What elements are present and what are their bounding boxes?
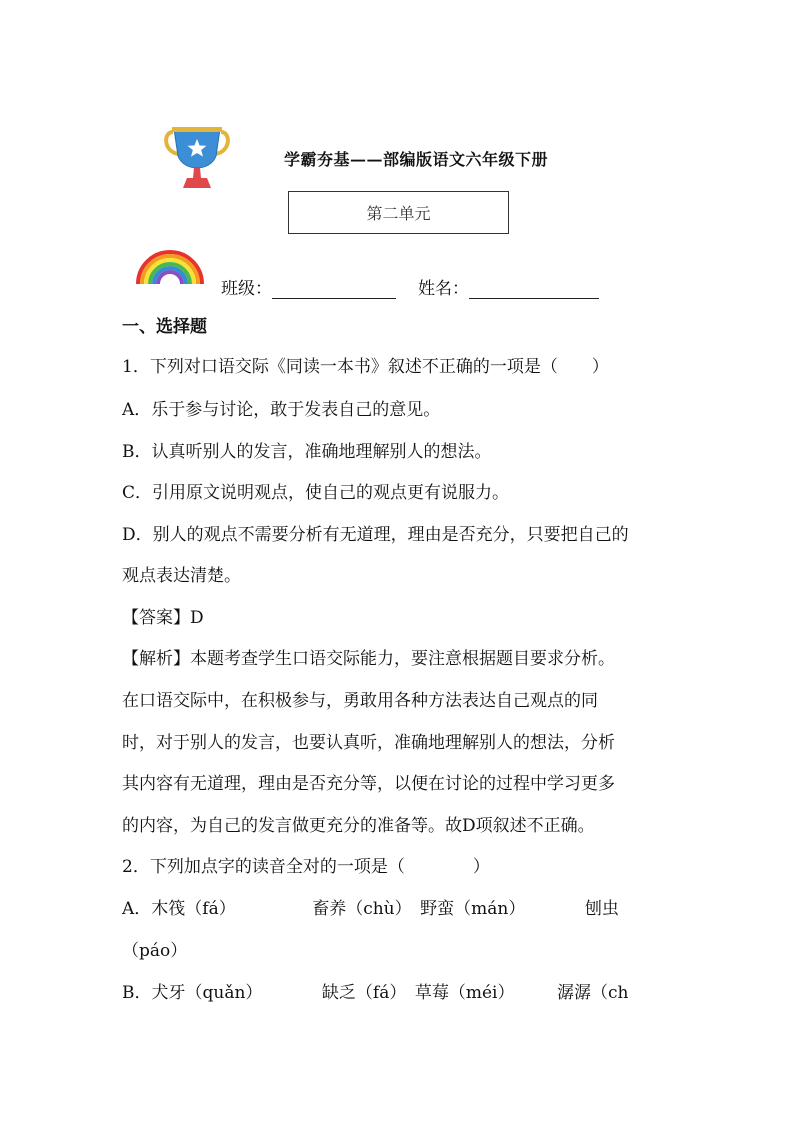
unit-box bbox=[288, 191, 509, 234]
q1-answer: 【答案】D bbox=[122, 608, 204, 628]
q2-stem: 2．下列加点字的读音全对的一项是（ ） bbox=[122, 857, 490, 877]
q1-analysis-line5: 的内容，为自己的发言做更充分的准备等。故D项叙述不正确。 bbox=[122, 816, 595, 836]
document-title: 学霸夯基——部编版语文六年级下册 bbox=[284, 150, 549, 169]
name-blank[interactable] bbox=[469, 280, 599, 299]
section-heading: 一、选择题 bbox=[122, 317, 207, 337]
q1-analysis-line4: 其内容有无道理，理由是否充分等，以便在讨论的过程中学习更多 bbox=[122, 774, 615, 794]
q1-option-b: B．认真听别人的发言，准确地理解别人的想法。 bbox=[122, 442, 492, 462]
q1-analysis-line1: 【解析】本题考查学生口语交际能力，要注意根据题目要求分析。 bbox=[122, 649, 615, 669]
q1-option-a: A．乐于参与讨论，敢于发表自己的意见。 bbox=[122, 400, 441, 420]
class-label: 班级： bbox=[221, 279, 272, 299]
q1-analysis-line2: 在口语交际中，在积极参与，勇敢用各种方法表达自己观点的同 bbox=[122, 691, 598, 711]
unit-label: 第二单元 bbox=[366, 204, 431, 223]
student-info-row bbox=[221, 274, 599, 299]
q1-option-d-line2: 观点表达清楚。 bbox=[122, 566, 241, 586]
name-label: 姓名： bbox=[418, 279, 469, 299]
q1-analysis-line3: 时，对于别人的发言，也要认真听，准确地理解别人的想法，分析 bbox=[122, 733, 615, 753]
q1-option-d-line1: D．别人的观点不需要分析有无道理，理由是否充分，只要把自己的 bbox=[122, 525, 629, 545]
q1-option-c: C．引用原文说明观点，使自己的观点更有说服力。 bbox=[122, 483, 510, 503]
q2-option-a-line1: A．木筏（fá） 畜养（chù） 野蛮（mán） 刨虫 bbox=[122, 899, 619, 919]
trophy-icon bbox=[163, 126, 231, 190]
class-blank[interactable] bbox=[272, 280, 396, 299]
q2-option-b-line1: B．犬牙（quǎn） 缺乏（fá） 草莓（méi） 潺潺（ch bbox=[122, 983, 629, 1003]
q1-stem: 1．下列对口语交际《同读一本书》叙述不正确的一项是（ ） bbox=[122, 357, 609, 377]
q2-option-a-line2: （páo） bbox=[122, 941, 188, 961]
rainbow-icon bbox=[134, 246, 206, 286]
